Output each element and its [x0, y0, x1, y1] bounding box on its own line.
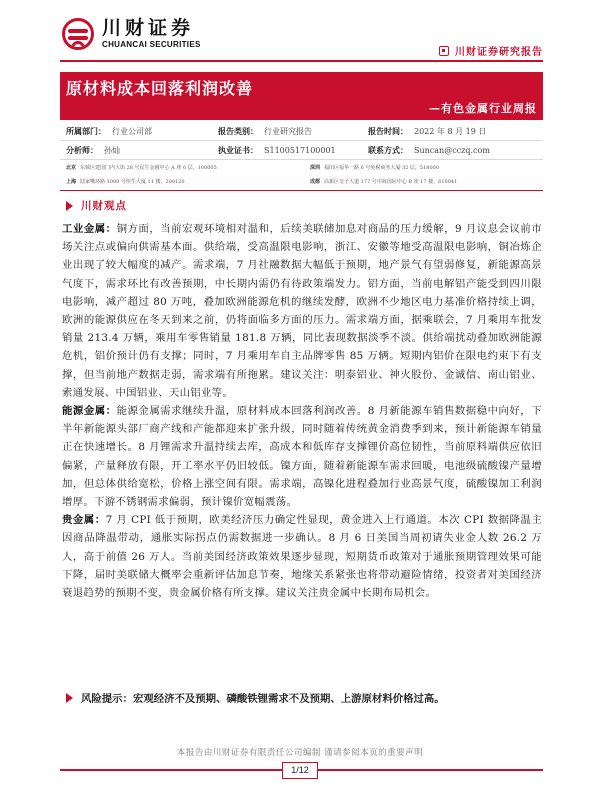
time-value: 2022 年 8 月 19 日 — [414, 126, 487, 136]
type-value: 行业研究报告 — [264, 126, 312, 136]
risk-warning — [66, 690, 445, 705]
title-banner — [60, 72, 543, 120]
paragraph-industrial-metals — [62, 220, 542, 402]
addr-key: 上海 — [66, 178, 77, 185]
paragraph-precious-metals — [62, 511, 542, 602]
dept-value: 行业公司部 — [112, 126, 152, 136]
paragraph-lead: 能源金属： — [62, 405, 117, 418]
meta-row-2 — [60, 141, 543, 160]
brand-square-icon — [439, 46, 449, 56]
logo-cn-text: 川财证券 — [102, 17, 195, 39]
addr-value: 高新区交子大道 177 号中海国际中心 B 座 17 楼，610041 — [324, 178, 458, 185]
logo-en-text: CHUANCAI SECURITIES — [102, 40, 201, 49]
addr-key: 深圳 — [310, 164, 321, 171]
report-subtitle: —有色金属行业周报 — [429, 102, 537, 115]
company-logo — [62, 18, 201, 50]
paragraph-lead: 工业金属： — [62, 223, 117, 235]
page-number: 1/12 — [282, 762, 318, 779]
addr-value: 东城区建国门内大街 28 号民生金融中心 A 座 6 层，100005 — [80, 164, 217, 171]
time-key: 报告时间： — [368, 125, 408, 136]
cert-key: 执业证书： — [218, 144, 258, 155]
addr-value: 陆家嘴环路 1000 号恒生大厦 11 楼，200120 — [80, 178, 185, 185]
risk-text: 宏观经济不及预期、磷酸铁锂需求不及预期、上游原材料价格过高。 — [132, 693, 445, 705]
analyst-key: 分析师： — [66, 144, 98, 155]
addr-key: 北京 — [66, 164, 77, 171]
report-body — [62, 220, 542, 602]
report-title: 原材料成本回落利润改善 — [66, 79, 254, 98]
risk-label: 风险提示： — [81, 693, 133, 705]
analyst-value: 孙灿 — [104, 145, 120, 155]
paragraph-text: 7 月 CPI 低于预期，欧美经济压力确定性显现，黄金进入上行通道。本次 CPI 数据降温主因商品降温带动，通胀实际拐点仍需数据进一步确认。8 月 6 日美国当周初请失业金人数 26.2 万人，高于前值 26 万人。当前美国经济政策效果逐步显现，短期货币政策对于通胀预期管理效果可能下降，届时美联储大概率会重新评估加息节奏，地缘关系紧张也将带动避险情绪，投资者对美国经济衰退趋势的预期不变，贵金属价格有所支撑。建议关注贵金属中长期布局机会。 — [62, 514, 543, 600]
header-divider — [60, 60, 543, 62]
office-addresses — [60, 160, 543, 188]
dept-key: 所属部门： — [66, 125, 106, 136]
triangle-arrow-icon — [66, 693, 73, 703]
addr-value: 福田区福华一路 6 号免税商务大厦 32 层，518000 — [324, 164, 440, 171]
triangle-arrow-icon — [66, 201, 73, 211]
report-brand — [439, 43, 543, 58]
logo-icon — [62, 18, 94, 50]
report-meta — [60, 122, 543, 191]
paragraph-lead: 贵金属： — [62, 514, 106, 527]
meta-row-1 — [60, 122, 543, 141]
paragraph-energy-metals — [62, 402, 542, 511]
type-key: 报告类别： — [218, 125, 258, 136]
paragraph-text: 能源金属需求继续升温，原材料成本回落利润改善。8 月新能源车销售数据稳中向好，下半年新能源头部厂商产线和产能都迎来扩张升级，同时随着传统黄金消费季到来，预计新能源车销量正在快速增长。8 月锂需求升温持续去库，高成本和低库存支撑锂价高位韧性，当前原料端供应依旧偏紧，产量释放有限，开工率水平仍旧较低。镍方面，随着新能源车需求回暖，电池级硫酸镍产量增加，但总体供给宽松，价格上涨空间有限。需求端，高镍化进程叠加行业高景气度，硫酸镍加工利润增厚。下游不锈钢需求偏弱，预计镍价宽幅震荡。 — [62, 405, 542, 509]
section-heading — [66, 198, 127, 213]
meta-divider — [60, 190, 543, 191]
contact-value: Suncan@cczq.com — [414, 145, 490, 155]
footer-disclaimer: 本报告由川财证券有限责任公司编制 谨请参阅本页的重要声明 — [176, 748, 424, 758]
brand-label: 川财证券研究报告 — [455, 47, 543, 58]
addr-key: 成都 — [310, 178, 321, 185]
section-title: 川财观点 — [81, 200, 127, 212]
paragraph-text: 铜方面，当前宏观环境相对温和，后续美联储加息对商品的压力缓解，9 月议息会议前市场关注点或偏向供需基本面。供给端，受高温限电影响，浙江、安徽等地受高温限电影响，铜冶炼企业出现了较大幅度的减产。需求端，7 月社融数据大幅低于预期，地产景气有望弱修复，新能源高景气度下，需求环比有改善预期，中长期内需仍有待政策端发力。铝方面，当前电解铝产能受到四川限电影响，减产超过 80 万吨，叠加欧洲能源危机的继续发酵，欧洲不少地区电力基准价格持续上调，欧洲的能源供应在冬天到来之前，仍将面临多方面的压力。需求端方面，据乘联会，7 月乘用车批发销量 213.4 万辆，乘用车零售销量 181.8 万辆，同比表现数据淡季不淡。供给端扰动叠加欧洲能源危机，铝价预计仍有支撑；同时，7 月乘用车自主品牌零售 85 万辆。短期内铝价在限电约束下有支撑，但当前地产数据走弱，需求端有所拖累。建议关注：明泰铝业、神火股份、金诚信、南山铝业、索通发展、中国铝业、天山铝业等。 — [62, 223, 542, 399]
contact-key: 联系方式： — [368, 144, 408, 155]
cert-value: S1100517100001 — [264, 145, 336, 155]
